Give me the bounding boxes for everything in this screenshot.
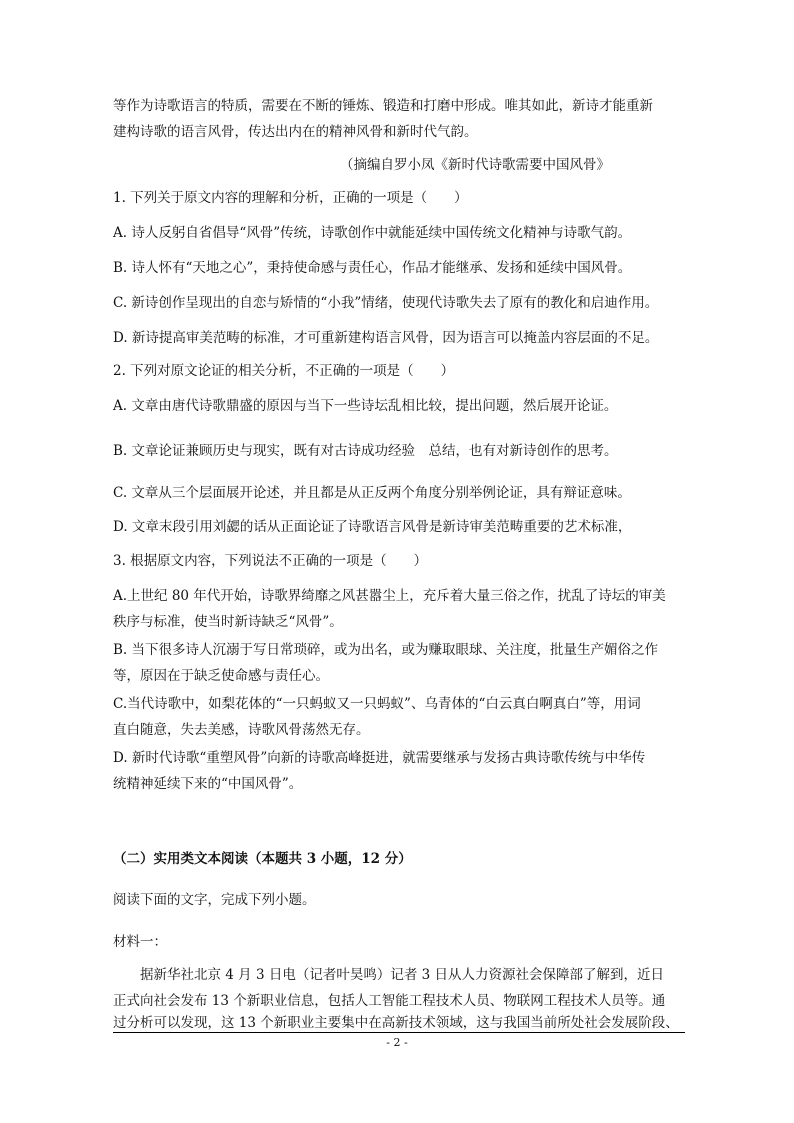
question-1-option-d: D. 新诗提高审美范畴的标准，才可重新建构语言风骨，因为语言可以掩盖内容层面的不足。	[113, 330, 659, 346]
question-3-option-c-line-2: 直白随意，失去美感，诗歌风骨荡然无存。	[113, 722, 370, 738]
question-1-option-c: C. 新诗创作呈现出的自恋与矫情的“小我”情绪，使现代诗歌失去了原有的教化和启迪作用。	[113, 295, 659, 311]
question-2-option-c: C. 文章从三个层面展开论述，并且都是从正反两个角度分别举例论证，具有辩证意味。	[113, 485, 631, 501]
question-1-option-a: A. 诗人反躬自省倡导“风骨”传统，诗歌创作中就能延续中国传统文化精神与诗歌气韵。	[113, 225, 632, 241]
section-heading: （二）实用类文本阅读（本题共 3 小题，12 分）	[113, 851, 412, 867]
question-2-option-b: B. 文章论证兼顾历史与现实，既有对古诗成功经验 总结，也有对新诗创作的思考。	[113, 443, 618, 459]
footer-rule	[113, 1032, 685, 1033]
material-paragraph-line-3: 过分析可以发现，这 13 个新职业主要集中在高新技术领域，这与我国当前所处社会发展阶段、	[113, 1015, 679, 1031]
question-1-option-b: B. 诗人怀有“天地之心”，秉持使命感与责任心，作品才能继承、发扬和延续中国风骨。	[113, 260, 632, 276]
material-paragraph-line-2: 正式向社会发布 13 个新职业信息，包括人工智能工程技术人员、物联网工程技术人员等。通	[113, 993, 666, 1009]
question-2-option-a: A. 文章由唐代诗歌鼎盛的原因与当下一些诗坛乱相比较，提出问题，然后展开论证。	[113, 398, 618, 414]
material-label: 材料一：	[113, 934, 167, 950]
question-3-option-a-line-2: 秩序与标准，使当时新诗缺乏“风骨”。	[113, 614, 343, 630]
source-citation: （摘编自罗小凤《新时代诗歌需要中国风骨》	[340, 157, 610, 173]
question-3-option-d-line-2: 统精神延续下来的“中国风骨”。	[113, 776, 303, 792]
question-3-option-a-line-1: A.上世纪 80 年代开始，诗歌界绮靡之风甚嚣尘上，充斥着大量三俗之作，扰乱了诗坛的审美	[113, 588, 666, 604]
question-1-stem: 1. 下列关于原文内容的理解和分析，正确的一项是（ ）	[113, 190, 468, 206]
question-3-option-c-line-1: C.当代诗歌中，如梨花体的“一只蚂蚁又一只蚂蚁”、乌青体的“白云真白啊真白”等，用词	[113, 696, 641, 712]
question-3-option-b-line-2: 等，原因在于缺乏使命感与责任心。	[113, 668, 329, 684]
question-2-option-d: D. 文章末段引用刘勰的话从正面论证了诗歌语言风骨是新诗审美范畴重要的艺术标准，	[113, 519, 632, 535]
question-3-option-b-line-1: B. 当下很多诗人沉溺于写日常琐碎，或为出名，或为赚取眼球、关注度，批量生产媚俗之作	[113, 642, 659, 658]
question-3-option-d-line-1: D. 新时代诗歌“重塑风骨”向新的诗歌高峰挺进，就需要继承与发扬古典诗歌传统与中华传	[113, 750, 646, 766]
reading-instruction: 阅读下面的文字，完成下列小题。	[113, 892, 316, 908]
material-paragraph-line-1: 据新华社北京 4 月 3 日电（记者叶昊鸣）记者 3 日从人力资源社会保障部了解到，近日	[140, 967, 665, 983]
question-3-stem: 3. 根据原文内容，下列说法不正确的一项是（ ）	[113, 553, 428, 569]
intro-line-1: 等作为诗歌语言的特质，需要在不断的锤炼、锻造和打磨中形成。唯其如此，新诗才能重新	[113, 98, 653, 114]
question-2-stem: 2. 下列对原文论证的相关分析，不正确的一项是（ ）	[113, 363, 455, 379]
page-number: - 2 -	[386, 1036, 408, 1049]
intro-line-2: 建构诗歌的语言风骨，传达出内在的精神风骨和新时代气韵。	[113, 124, 478, 140]
